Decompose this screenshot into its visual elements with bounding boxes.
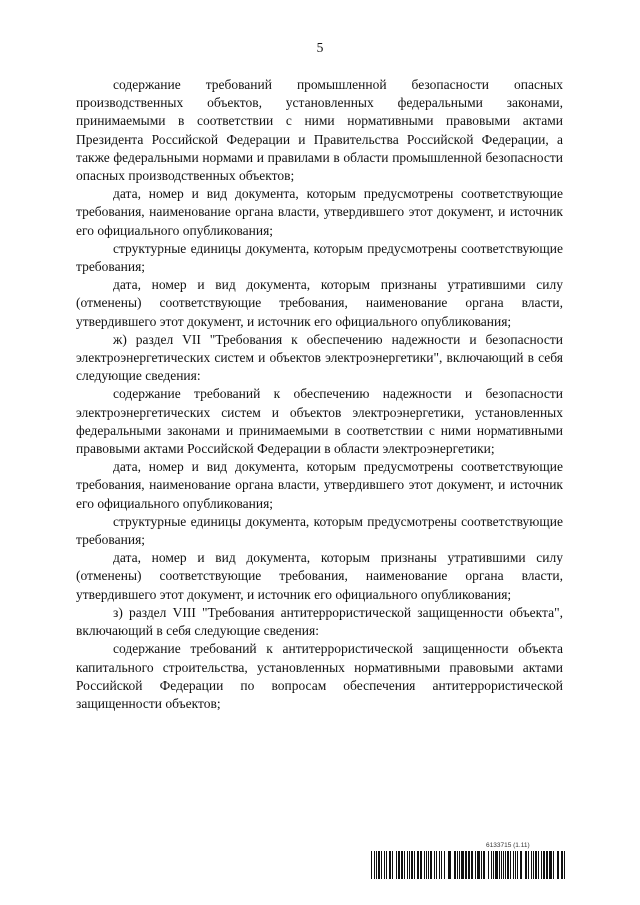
stamp-code: 6133715 (1.11) — [486, 842, 530, 849]
document-body — [76, 76, 563, 713]
barcode-icon — [371, 851, 565, 879]
paragraph-repealed-documents: дата, номер и вид документа, которым признаны утратившими силу (отменены) соответствующие требования, наименование органа власти, утвердившего этот документ, и источник его официального опубликования; — [76, 550, 563, 602]
page-number: 5 — [316, 40, 324, 55]
paragraph-structural-units: структурные единицы документа, которым предусмотрены соответствующие требования; — [76, 240, 563, 275]
paragraph-power-safety-content: содержание требований к обеспечению надежности и безопасности электроэнергетических систем и объектов электроэнергетики, установленных федеральными законами и принимаемыми в соответствии с ними нормативными правовыми актами Российской Федерации в области электроэнергетики; — [76, 386, 563, 457]
document-stamp — [371, 842, 565, 880]
paragraph-repealed-documents: дата, номер и вид документа, которым признаны утратившими силу (отменены) соответствующие требования, наименование органа власти, утвердившего этот документ, и источник его официального опубликования; — [76, 277, 563, 329]
paragraph-industrial-safety-content: содержание требований промышленной безопасности опасных производственных объектов, установленных федеральными законами, принимаемыми в соответствии с ними нормативными правовыми актами Президента Российской Федерации и Правительства Российской Федерации, а также федеральными нормами и правилами в области промышленной безопасности опасных производственных объектов; — [76, 77, 563, 184]
paragraph-antiterror-content: содержание требований к антитеррористической защищенности объекта капитального строительства, установленных нормативными правовыми актами Российской Федерации по вопросам обеспечения антитеррористической защищенности объектов; — [76, 641, 563, 711]
paragraph-document-details: дата, номер и вид документа, которым предусмотрены соответствующие требования, наименование органа власти, утвердившего этот документ, и источник его официального опубликования; — [76, 459, 563, 511]
paragraph-document-details: дата, номер и вид документа, которым предусмотрены соответствующие требования, наименование органа власти, утвердившего этот документ, и источник его официального опубликования; — [76, 186, 563, 238]
paragraph-structural-units: структурные единицы документа, которым предусмотрены соответствующие требования; — [76, 513, 563, 548]
paragraph-section-viii: з) раздел VIII "Требования антитеррористической защищенности объекта", включающий в себя следующие сведения: — [76, 604, 563, 639]
paragraph-section-vii: ж) раздел VII "Требования к обеспечению надежности и безопасности электроэнергетических систем и объектов электроэнергетики", включающий в себя следующие сведения: — [76, 331, 563, 384]
